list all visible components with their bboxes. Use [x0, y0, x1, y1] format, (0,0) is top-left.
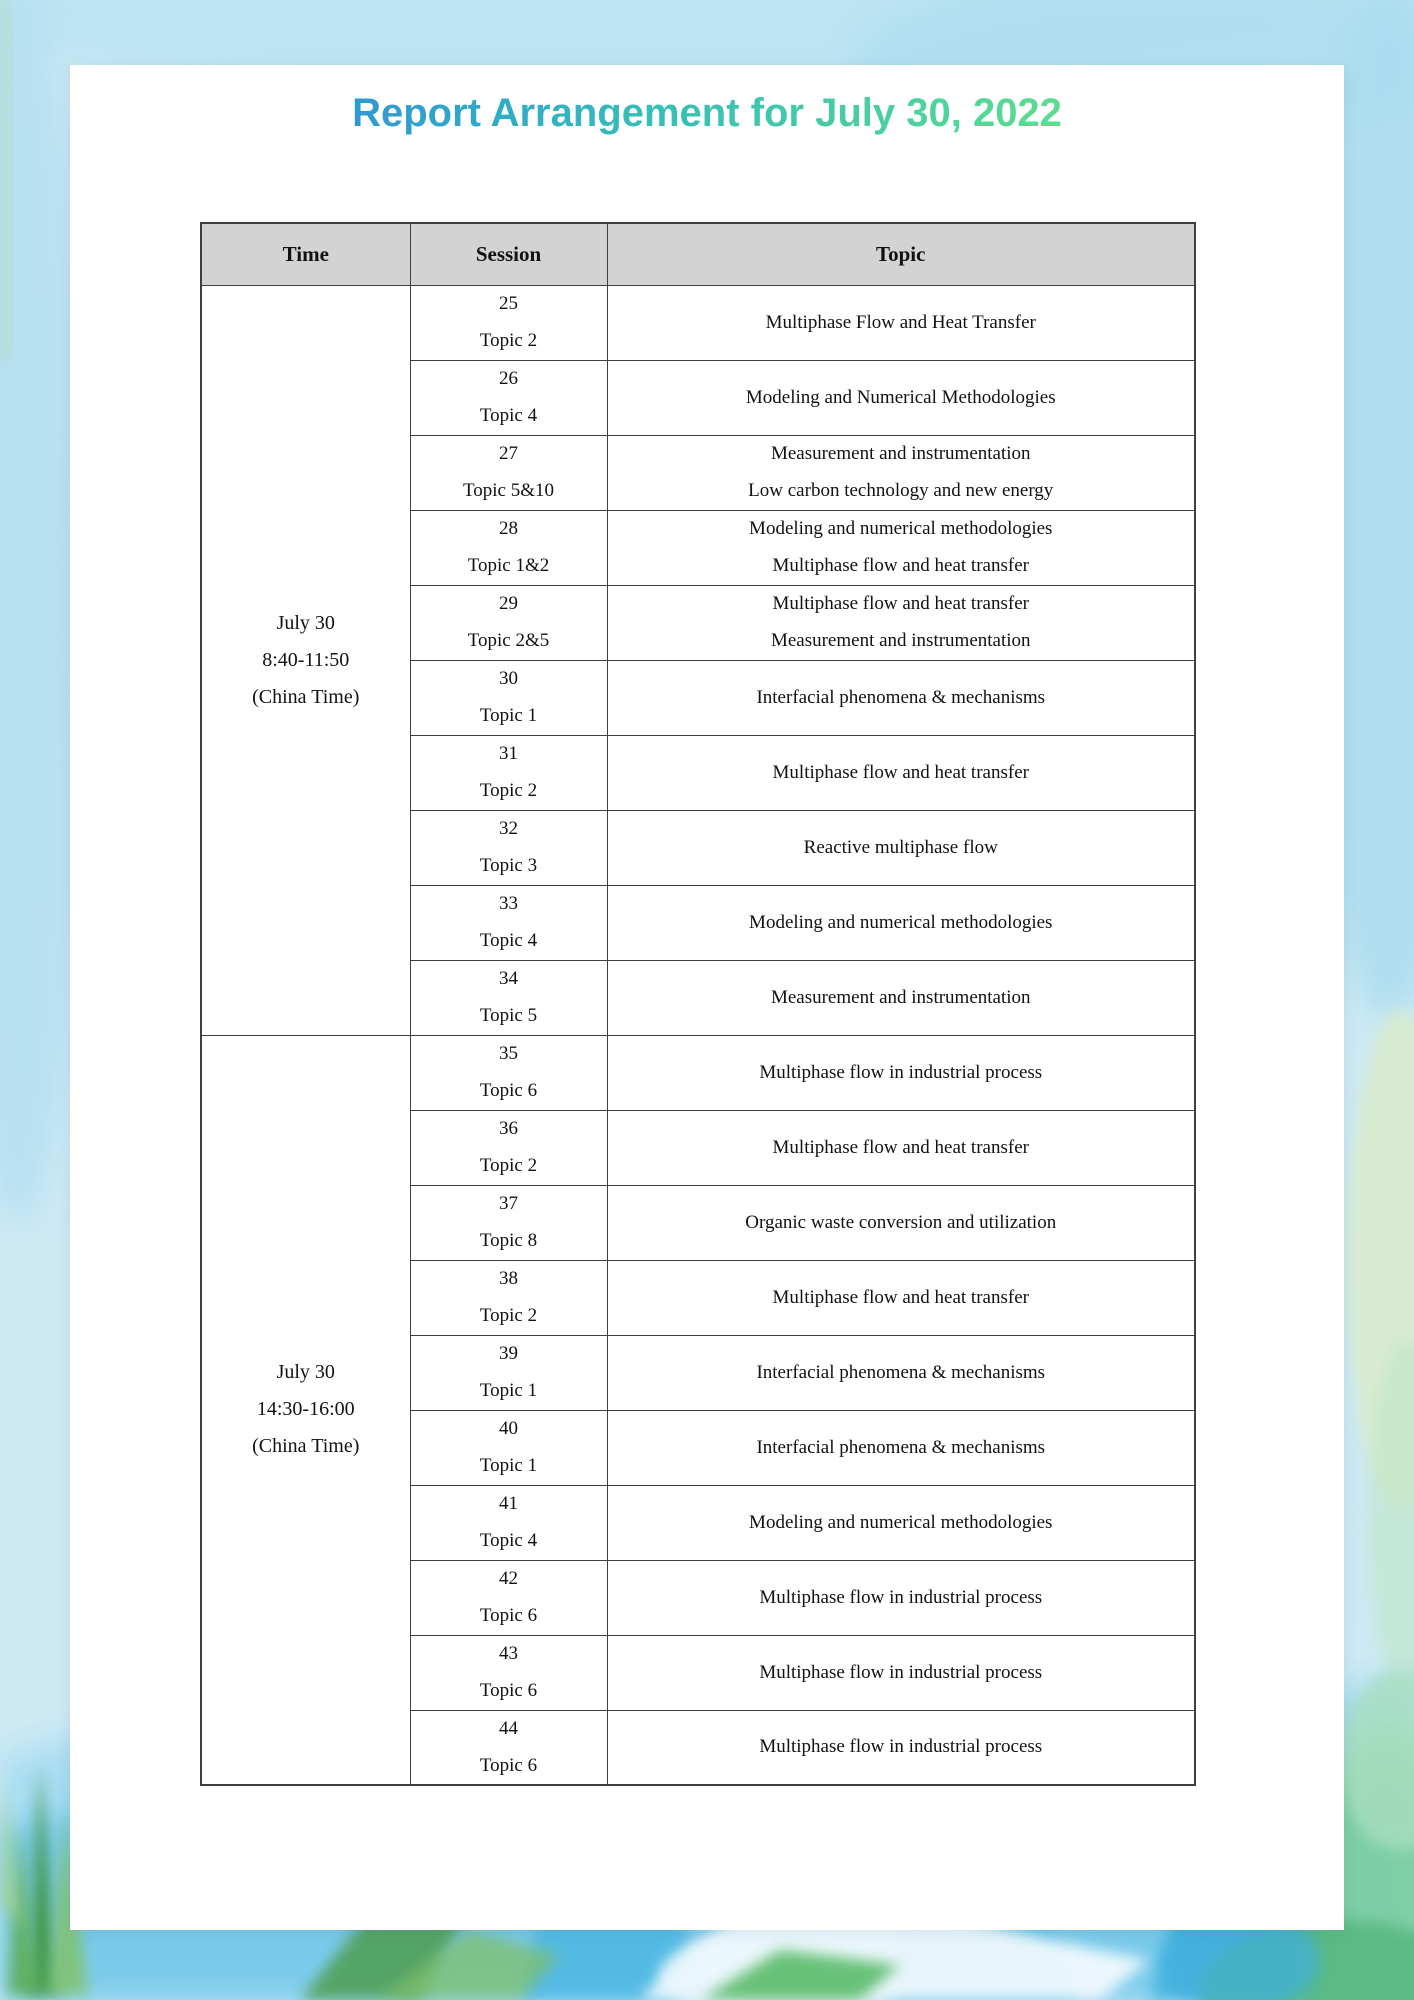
session-cell: [410, 960, 607, 1035]
session-topic-ref: Topic 5: [479, 1004, 538, 1026]
session-number: 30: [499, 668, 518, 690]
session-topic-ref: Topic 1: [479, 1454, 538, 1476]
session-cell: [410, 1335, 607, 1410]
session-cell: [410, 735, 607, 810]
time-cell: [201, 285, 410, 1035]
session-number: 44: [499, 1718, 518, 1739]
time-line: (China Time): [252, 1435, 360, 1458]
session-cell: [410, 885, 607, 960]
topic-line: Modeling and numerical methodologies: [749, 1511, 1053, 1533]
session-number: 33: [499, 893, 518, 915]
topic-cell: [607, 1710, 1195, 1785]
topic-cell: [607, 1185, 1195, 1260]
session-cell: [410, 1110, 607, 1185]
session-topic-ref: Topic 6: [479, 1754, 538, 1776]
topic-cell: [607, 360, 1195, 435]
schedule-table: [200, 222, 1196, 1786]
time-line: July 30: [276, 611, 335, 634]
time-line: 14:30-16:00: [256, 1398, 355, 1421]
session-topic-ref: Topic 3: [479, 854, 538, 876]
table-row: [201, 1035, 1195, 1110]
session-topic-ref: Topic 2: [479, 1304, 538, 1326]
session-cell: [410, 1710, 607, 1785]
session-cell: [410, 660, 607, 735]
session-number: 29: [499, 593, 518, 615]
topic-cell: [607, 1485, 1195, 1560]
topic-line: Modeling and Numerical Methodologies: [745, 386, 1056, 408]
table-row: [201, 285, 1195, 360]
topic-cell: [607, 1035, 1195, 1110]
session-cell: [410, 285, 607, 360]
topic-cell: [607, 960, 1195, 1035]
topic-cell: [607, 510, 1195, 585]
topic-cell: [607, 285, 1195, 360]
session-topic-ref: Topic 1: [479, 1379, 538, 1401]
session-number: 31: [499, 743, 518, 765]
topic-cell: [607, 435, 1195, 510]
session-cell: [410, 1485, 607, 1560]
topic-line: Multiphase flow and heat transfer: [772, 554, 1029, 576]
topic-line: Multiphase flow in industrial process: [759, 1061, 1043, 1083]
session-topic-ref: Topic 4: [479, 404, 538, 426]
session-topic-ref: Topic 4: [479, 1529, 538, 1551]
topic-cell: [607, 1635, 1195, 1710]
session-topic-ref: Topic 6: [479, 1079, 538, 1101]
topic-line: Low carbon technology and new energy: [748, 479, 1054, 501]
topic-line: Multiphase flow and heat transfer: [772, 761, 1029, 783]
session-number: 27: [499, 443, 518, 465]
topic-cell: [607, 810, 1195, 885]
topic-line: Multiphase flow in industrial process: [759, 1586, 1043, 1608]
schedule-table-header: [201, 223, 1195, 285]
header-row: [201, 223, 1195, 285]
session-cell: [410, 585, 607, 660]
topic-cell: [607, 735, 1195, 810]
session-number: 40: [499, 1418, 518, 1440]
session-topic-ref: Topic 6: [479, 1604, 538, 1626]
session-topic-ref: Topic 1&2: [467, 554, 550, 576]
topic-line: Multiphase flow and heat transfer: [772, 1136, 1029, 1158]
session-number: 26: [499, 368, 518, 390]
topic-cell: [607, 585, 1195, 660]
topic-cell: [607, 1260, 1195, 1335]
topic-cell: [607, 660, 1195, 735]
time-line: 8:40-11:50: [262, 648, 350, 671]
topic-line: Measurement and instrumentation: [770, 986, 1031, 1008]
topic-line: Interfacial phenomena & mechanisms: [756, 686, 1046, 708]
page-title: Report Arrangement for July 30, 2022: [70, 91, 1344, 136]
session-number: 36: [499, 1118, 518, 1140]
session-number: 25: [499, 293, 518, 315]
topic-line: Multiphase flow in industrial process: [759, 1661, 1043, 1683]
session-cell: [410, 1635, 607, 1710]
session-cell: [410, 810, 607, 885]
session-topic-ref: Topic 1: [479, 704, 538, 726]
topic-line: Measurement and instrumentation: [770, 629, 1031, 651]
session-number: 32: [499, 818, 518, 840]
topic-line: Reactive multiphase flow: [803, 836, 998, 858]
topic-line: Interfacial phenomena & mechanisms: [756, 1436, 1046, 1458]
topic-cell: [607, 1110, 1195, 1185]
session-number: 43: [499, 1643, 518, 1665]
session-number: 38: [499, 1268, 518, 1290]
session-cell: [410, 1185, 607, 1260]
session-cell: [410, 1035, 607, 1110]
session-topic-ref: Topic 2: [479, 329, 538, 351]
header-time: Time: [201, 223, 410, 285]
session-number: 28: [499, 518, 518, 540]
session-topic-ref: Topic 6: [479, 1679, 538, 1701]
schedule-table-body: [201, 285, 1195, 1785]
topic-line: Modeling and numerical methodologies: [749, 518, 1053, 540]
session-number: 37: [499, 1193, 518, 1215]
header-topic: Topic: [607, 223, 1195, 285]
session-cell: [410, 1560, 607, 1635]
topic-cell: [607, 885, 1195, 960]
topic-line: Multiphase Flow and Heat Transfer: [765, 311, 1036, 333]
topic-cell: [607, 1560, 1195, 1635]
topic-line: Multiphase flow in industrial process: [759, 1736, 1043, 1758]
topic-line: Measurement and instrumentation: [770, 443, 1031, 465]
topic-line: Multiphase flow and heat transfer: [772, 593, 1029, 615]
topic-line: Interfacial phenomena & mechanisms: [756, 1361, 1046, 1383]
session-number: 34: [499, 968, 518, 990]
time-cell: [201, 1035, 410, 1785]
session-topic-ref: Topic 5&10: [462, 479, 555, 501]
session-number: 41: [499, 1493, 518, 1515]
session-cell: [410, 510, 607, 585]
time-line: July 30: [276, 1361, 335, 1384]
session-cell: [410, 1410, 607, 1485]
topic-line: Organic waste conversion and utilization: [745, 1211, 1057, 1233]
session-topic-ref: Topic 2&5: [467, 629, 550, 651]
session-cell: [410, 1260, 607, 1335]
session-number: 39: [499, 1343, 518, 1365]
time-line: (China Time): [252, 685, 360, 708]
page-card: [70, 65, 1344, 1930]
session-topic-ref: Topic 8: [479, 1229, 538, 1251]
session-number: 42: [499, 1568, 518, 1590]
session-cell: [410, 360, 607, 435]
session-topic-ref: Topic 2: [479, 779, 538, 801]
session-number: 35: [499, 1043, 518, 1065]
session-cell: [410, 435, 607, 510]
session-topic-ref: Topic 4: [479, 929, 538, 951]
topic-line: Modeling and numerical methodologies: [749, 911, 1053, 933]
topic-cell: [607, 1410, 1195, 1485]
topic-cell: [607, 1335, 1195, 1410]
topic-line: Multiphase flow and heat transfer: [772, 1286, 1029, 1308]
header-session: Session: [410, 223, 607, 285]
session-topic-ref: Topic 2: [479, 1154, 538, 1176]
